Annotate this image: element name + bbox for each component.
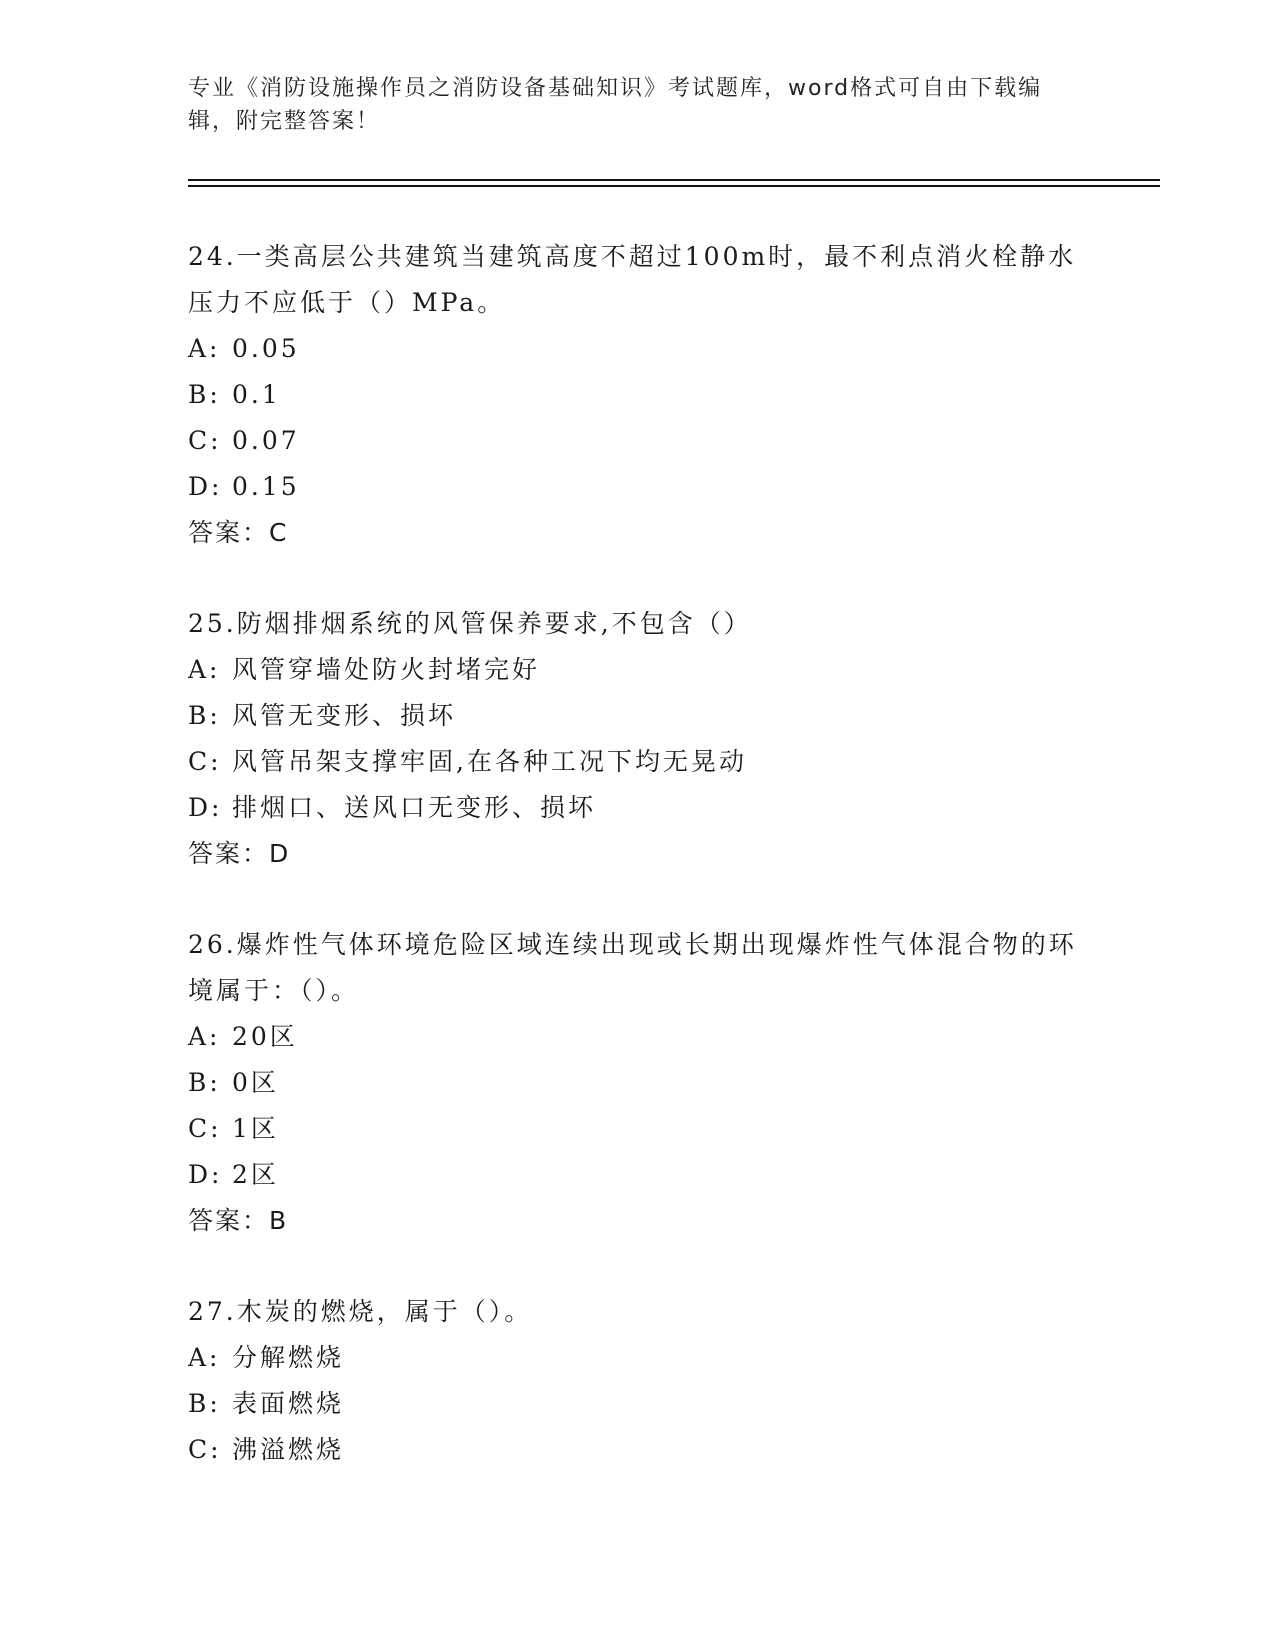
answer-line: 答案：B [188, 1206, 289, 1235]
option-letter: D: [188, 1160, 223, 1189]
option-c [188, 1106, 1088, 1152]
header-divider-bottom [188, 185, 1160, 187]
answer-line: 答案：C [188, 518, 289, 547]
option-text: 风管吊架支撑牢固,在各种工况下均无晃动 [232, 747, 747, 776]
option-text: 排烟口、送风口无变形、损坏 [232, 793, 597, 822]
question-stem: 25.防烟排烟系统的风管保养要求,不包含（） [188, 609, 752, 638]
option-text: 风管穿墙处防火封堵完好 [232, 655, 541, 684]
option-letter: C: [188, 1435, 222, 1464]
option-c [188, 1427, 1088, 1473]
option-letter: C: [188, 1114, 222, 1143]
question-24 [188, 234, 1088, 556]
option-letter: A: [188, 1022, 221, 1051]
option-b [188, 693, 1088, 739]
option-a [188, 326, 1088, 372]
option-text: 风管无变形、损坏 [232, 701, 457, 730]
document-intro: 专业《消防设施操作员之消防设备基础知识》考试题库，word格式可自由下载编辑，附完整答案！ [188, 76, 1043, 134]
option-letter: B: [188, 380, 221, 409]
option-text: 0.05 [232, 334, 300, 363]
option-c [188, 418, 1088, 464]
option-a [188, 647, 1088, 693]
option-letter: A: [188, 334, 221, 363]
option-text: 0.1 [232, 380, 281, 409]
option-b [188, 372, 1088, 418]
header-divider-top [188, 179, 1160, 181]
option-d [188, 464, 1088, 510]
option-c [188, 739, 1088, 785]
option-b [188, 1060, 1088, 1106]
question-27 [188, 1289, 1088, 1473]
option-text: 0区 [232, 1068, 279, 1097]
option-text: 2区 [232, 1160, 279, 1189]
option-text: 沸溢燃烧 [232, 1435, 345, 1464]
option-text: 0.15 [232, 472, 300, 501]
option-d [188, 785, 1088, 831]
option-letter: B: [188, 701, 221, 730]
option-b [188, 1381, 1088, 1427]
option-text: 0.07 [232, 426, 300, 455]
question-stem: 24.一类高层公共建筑当建筑高度不超过100m时，最不利点消火栓静水压力不应低于（）MPa。 [188, 242, 1077, 317]
question-25 [188, 601, 1088, 877]
option-text: 20区 [232, 1022, 298, 1051]
answer-line: 答案：D [188, 839, 291, 868]
question-stem: 27.木炭的燃烧，属于（）。 [188, 1297, 533, 1326]
question-stem: 26.爆炸性气体环境危险区域连续出现或长期出现爆炸性气体混合物的环境属于：（）。 [188, 930, 1077, 1005]
option-a [188, 1014, 1088, 1060]
option-d [188, 1152, 1088, 1198]
option-letter: B: [188, 1389, 221, 1418]
option-letter: A: [188, 655, 221, 684]
option-letter: B: [188, 1068, 221, 1097]
option-letter: C: [188, 426, 222, 455]
option-text: 分解燃烧 [232, 1343, 345, 1372]
option-text: 表面燃烧 [232, 1389, 345, 1418]
option-text: 1区 [232, 1114, 279, 1143]
question-26 [188, 922, 1088, 1244]
option-letter: C: [188, 747, 222, 776]
option-letter: D: [188, 793, 223, 822]
option-a [188, 1335, 1088, 1381]
option-letter: D: [188, 472, 223, 501]
option-letter: A: [188, 1343, 221, 1372]
